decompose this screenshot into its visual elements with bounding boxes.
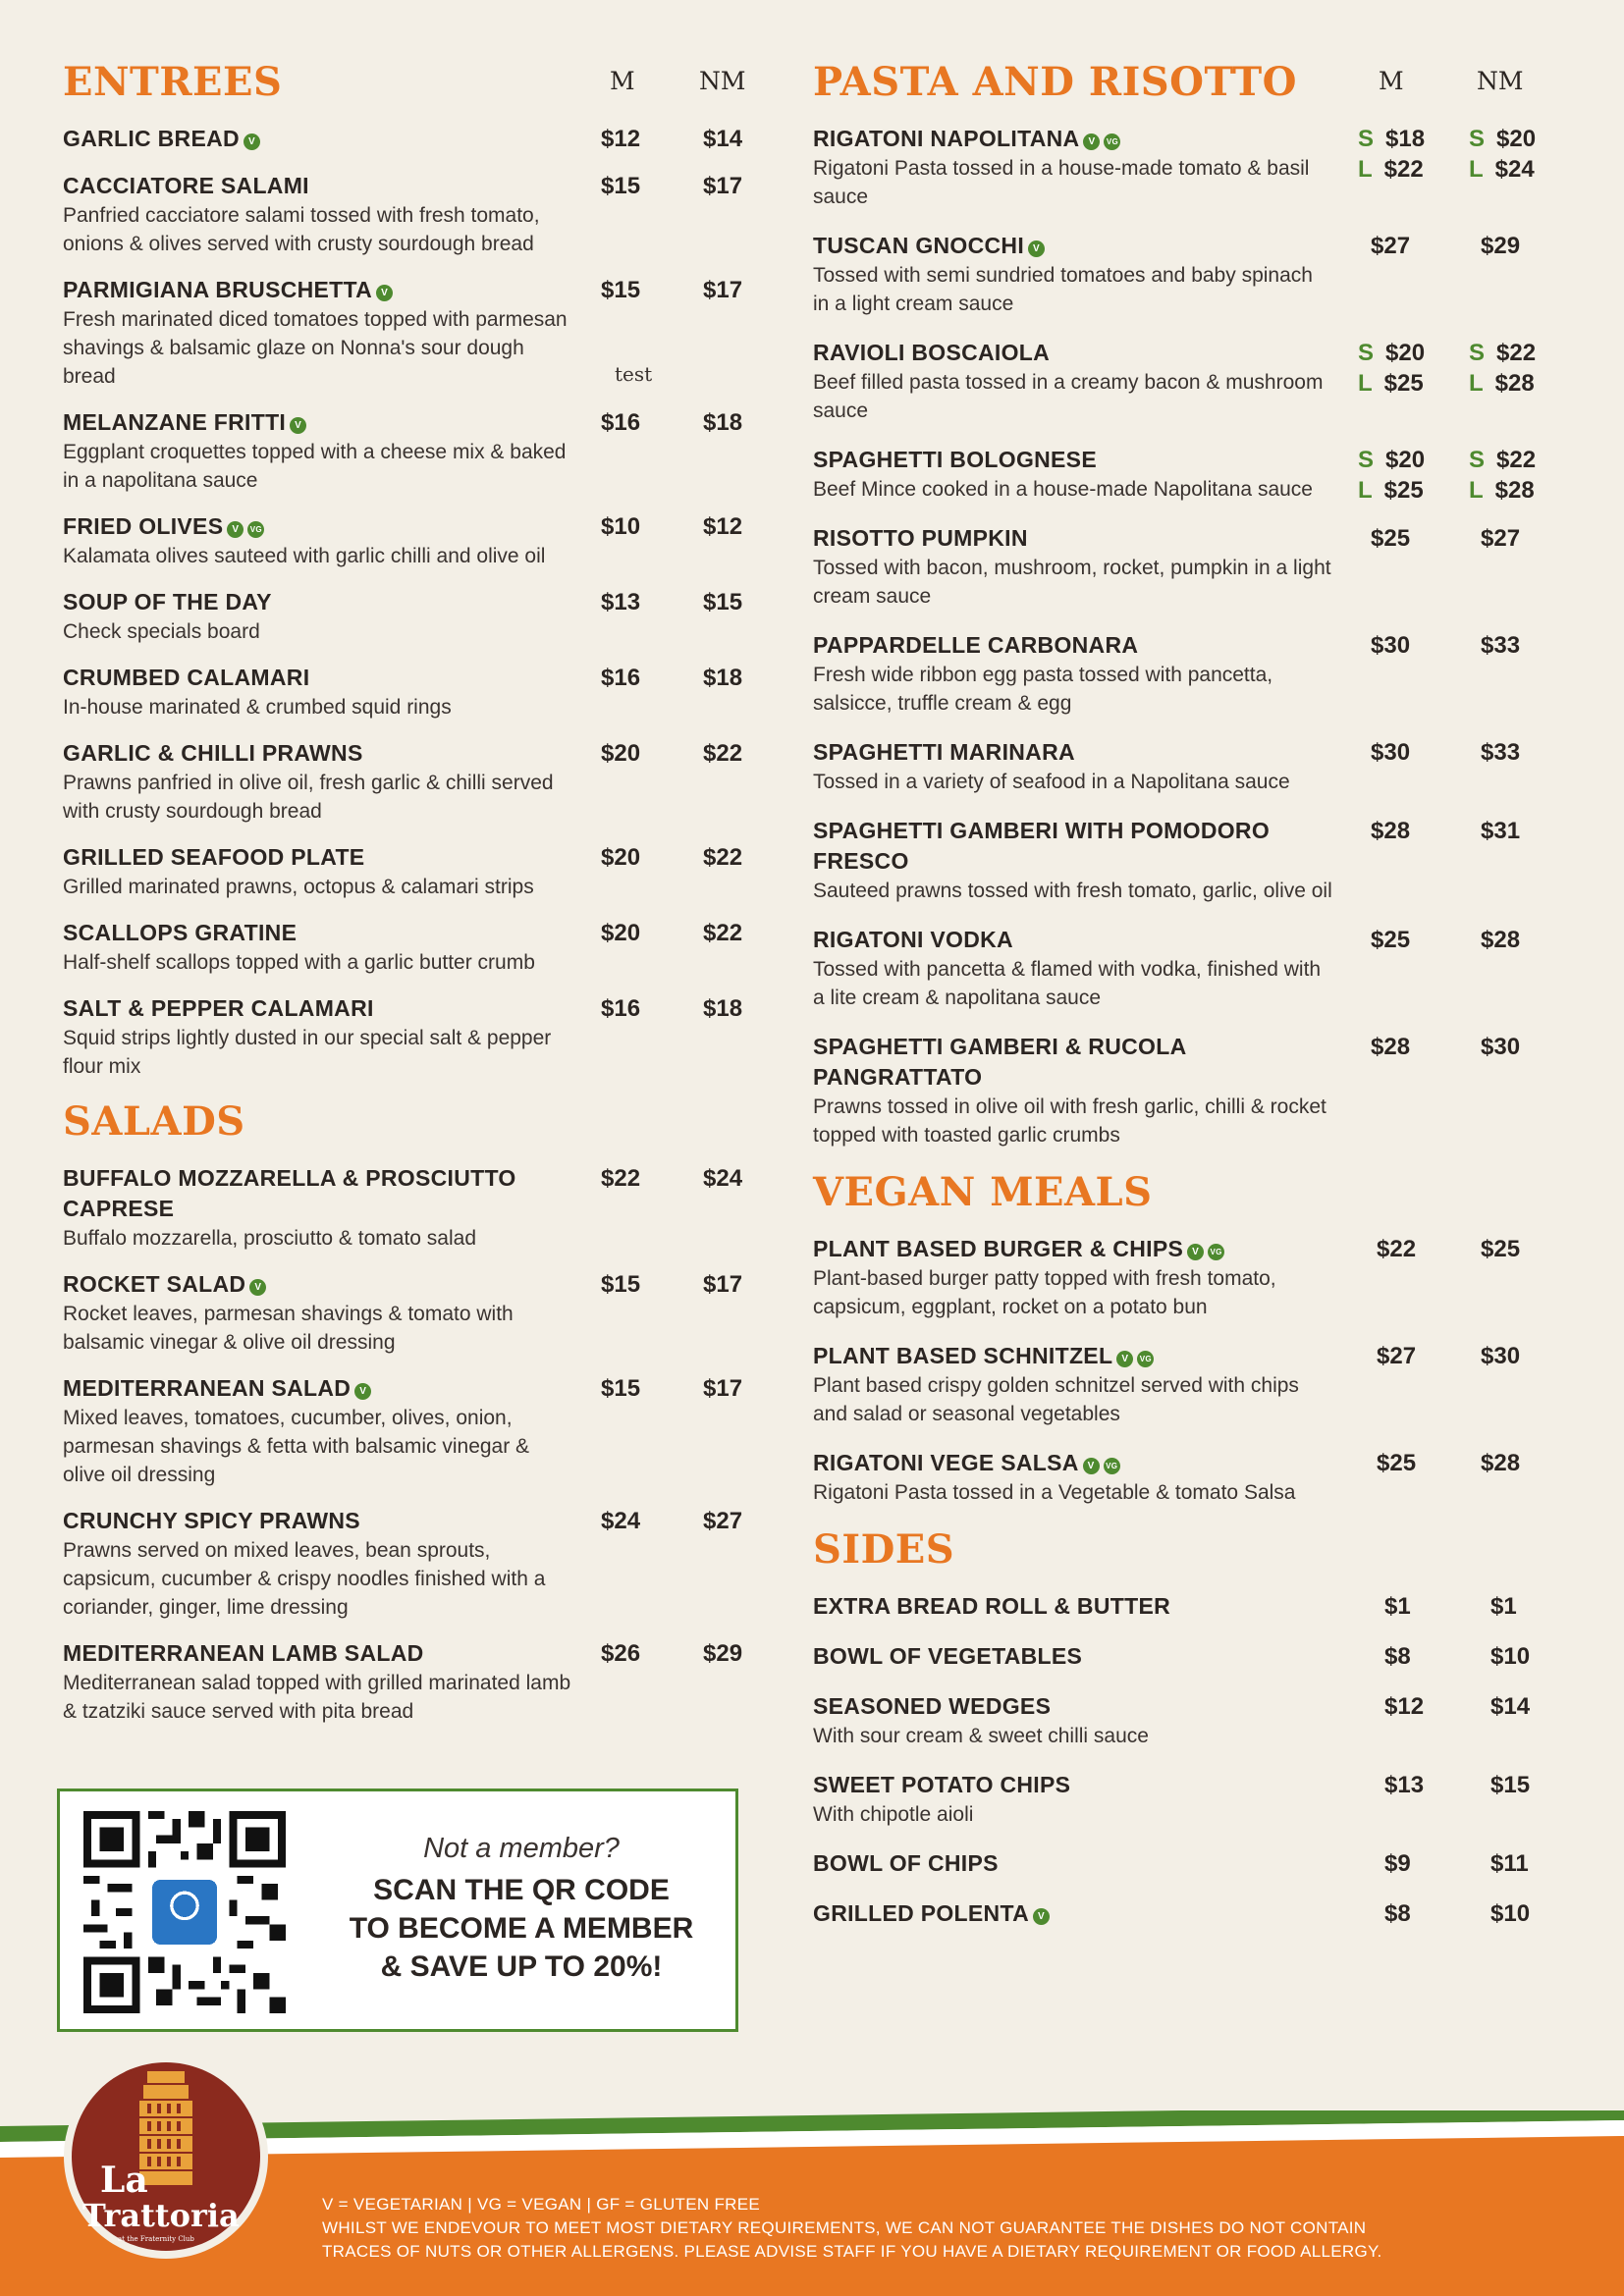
member-price: $30 xyxy=(1371,632,1411,659)
non-member-price: $28 xyxy=(1481,1450,1521,1476)
item-name xyxy=(813,338,1333,368)
non-member-price: $31 xyxy=(1481,818,1521,844)
vegetarian-badge: V xyxy=(249,1279,266,1296)
item-name-text: SOUP OF THE DAY xyxy=(63,589,272,614)
item-name-text: RIGATONI VODKA xyxy=(813,927,1013,952)
non-member-price-small: $20 xyxy=(1496,126,1537,152)
item-name xyxy=(63,275,573,305)
menu-item xyxy=(63,738,750,826)
non-member-price: $22 xyxy=(703,740,743,767)
non-member-price: $27 xyxy=(703,1508,743,1534)
item-name xyxy=(813,816,1333,877)
member-price: $16 xyxy=(601,409,641,436)
item-name-text: MELANZANE FRITTI xyxy=(63,409,287,435)
test-note: test xyxy=(615,362,653,386)
non-member-price-small-row xyxy=(1469,445,1536,475)
entrees-header xyxy=(63,59,750,120)
item-description: Beef Mince cooked in a house-made Napolitana sauce xyxy=(813,478,1313,501)
logo-trattoria: Trattoria xyxy=(82,2197,240,2234)
member-price: $8 xyxy=(1384,1643,1411,1670)
member-price: $1 xyxy=(1384,1593,1411,1620)
size-small-label: S xyxy=(1358,447,1375,473)
item-description: In-house marinated & crumbed squid rings xyxy=(63,696,452,719)
item-description: Squid strips lightly dusted in our special salt & pepper flour mix xyxy=(63,1027,552,1078)
member-price: $28 xyxy=(1371,818,1411,844)
item-name xyxy=(63,663,573,693)
item-description: Check specials board xyxy=(63,620,260,643)
non-member-price-sizes xyxy=(1469,338,1536,399)
member-price: $8 xyxy=(1384,1900,1411,1927)
non-member-price-large-row xyxy=(1469,368,1536,399)
item-name-text: BOWL OF CHIPS xyxy=(813,1850,999,1876)
item-name-text: CRUMBED CALAMARI xyxy=(63,665,310,690)
item-name-text: TUSCAN GNOCCHI xyxy=(813,233,1025,258)
size-small-label: S xyxy=(1358,126,1375,152)
non-member-price-sizes xyxy=(1469,445,1536,506)
menu-item xyxy=(63,1373,750,1489)
member-price: $12 xyxy=(601,126,641,152)
member-price: $25 xyxy=(1371,525,1411,552)
non-member-price: $24 xyxy=(703,1165,743,1192)
non-member-price: $27 xyxy=(1481,525,1521,552)
non-member-price: $17 xyxy=(703,1271,743,1298)
menu-item xyxy=(813,445,1559,504)
member-price-sizes xyxy=(1358,445,1425,506)
vegan-badge: VG xyxy=(247,521,264,538)
non-member-price-sizes xyxy=(1469,124,1536,185)
right-column xyxy=(813,59,1559,1949)
non-member-price: $22 xyxy=(703,920,743,946)
member-price: $28 xyxy=(1371,1034,1411,1060)
pasta-header xyxy=(813,59,1559,120)
item-name xyxy=(813,1848,1333,1879)
non-member-price: $17 xyxy=(703,1375,743,1402)
non-member-price-large: $28 xyxy=(1494,370,1535,397)
non-member-price: $17 xyxy=(703,277,743,303)
item-name-text: PLANT BASED SCHNITZEL xyxy=(813,1343,1113,1368)
pasta-list xyxy=(813,124,1559,1149)
item-description: Panfried cacciatore salami tossed with fresh tomato, onions & olives served with crusty sourdough bread xyxy=(63,204,540,255)
menu-item xyxy=(63,124,750,154)
non-member-price-large-row xyxy=(1469,475,1536,506)
item-name xyxy=(813,124,1333,154)
item-name-text: PLANT BASED BURGER & CHIPS xyxy=(813,1236,1184,1261)
item-description: Prawns panfried in olive oil, fresh garlic & chilli served with crusty sourdough bread xyxy=(63,772,554,823)
menu-item xyxy=(63,407,750,495)
menu-item xyxy=(813,231,1559,318)
vegan-badge: VG xyxy=(1104,1458,1120,1474)
membership-promo xyxy=(57,1789,738,2032)
item-name xyxy=(813,925,1333,955)
promo-question: Not a member? xyxy=(423,1833,620,1864)
member-price: $12 xyxy=(1384,1693,1425,1720)
member-price: $15 xyxy=(601,173,641,199)
item-name-text: SEASONED WEDGES xyxy=(813,1693,1052,1719)
item-description: Tossed with semi sundried tomatoes and baby spinach in a light cream sauce xyxy=(813,264,1313,315)
non-member-price: $14 xyxy=(1490,1693,1531,1720)
vegetarian-badge: V xyxy=(227,521,244,538)
size-small-label: S xyxy=(1358,340,1375,366)
non-member-price-header: NM xyxy=(1477,67,1524,95)
item-name xyxy=(63,918,573,948)
vegetarian-badge: V xyxy=(244,133,260,150)
item-name xyxy=(63,1638,573,1669)
member-price-small: $20 xyxy=(1385,340,1426,366)
salads-header xyxy=(63,1098,750,1159)
item-description: With sour cream & sweet chilli sauce xyxy=(813,1725,1149,1747)
item-name xyxy=(63,1506,573,1536)
item-name xyxy=(63,1373,573,1404)
member-price: $15 xyxy=(601,277,641,303)
item-name xyxy=(813,1591,1333,1622)
member-price-large: $25 xyxy=(1383,477,1424,504)
member-price-large: $25 xyxy=(1383,370,1424,397)
menu-item xyxy=(813,1032,1559,1149)
item-description: Plant-based burger patty topped with fresh tomato, capsicum, eggplant, rocket on a potato bun xyxy=(813,1267,1276,1318)
item-name xyxy=(63,511,573,542)
item-name xyxy=(63,407,573,438)
item-name xyxy=(63,587,573,617)
vegetarian-badge: V xyxy=(376,285,393,301)
vegetarian-badge: V xyxy=(1116,1351,1133,1367)
item-name-text: CRUNCHY SPICY PRAWNS xyxy=(63,1508,360,1533)
menu-item xyxy=(63,663,750,721)
vegan-header xyxy=(813,1169,1559,1230)
menu-item xyxy=(63,275,750,391)
member-price-small-row xyxy=(1358,445,1425,475)
non-member-price: $15 xyxy=(703,589,743,615)
item-name xyxy=(63,738,573,769)
member-price: $27 xyxy=(1371,233,1411,259)
size-large-label: L xyxy=(1469,477,1484,504)
menu-item xyxy=(813,1591,1559,1622)
menu-item xyxy=(63,171,750,258)
size-large-label: L xyxy=(1358,370,1373,397)
non-member-price-small-row xyxy=(1469,338,1536,368)
menu-item xyxy=(813,1448,1559,1507)
item-name xyxy=(813,1691,1333,1722)
member-price: $13 xyxy=(601,589,641,615)
item-name-text: SPAGHETTI BOLOGNESE xyxy=(813,447,1097,472)
item-name xyxy=(63,124,573,154)
item-name xyxy=(813,445,1333,475)
menu-item xyxy=(813,630,1559,718)
item-name-text: GARLIC BREAD xyxy=(63,126,240,151)
size-large-label: L xyxy=(1469,156,1484,183)
item-name xyxy=(813,737,1333,768)
item-description: Beef filled pasta tossed in a creamy bacon & mushroom sauce xyxy=(813,371,1324,422)
member-price: $24 xyxy=(601,1508,641,1534)
item-description: Mediterranean salad topped with grilled marinated lamb & tzatziki sauce served with pita bread xyxy=(63,1672,571,1723)
vegan-title: VEGAN MEALS xyxy=(813,1169,1153,1215)
menu-item xyxy=(813,523,1559,611)
item-name-text: SWEET POTATO CHIPS xyxy=(813,1772,1071,1797)
item-description: Tossed with pancetta & flamed with vodka, finished with a lite cream & napolitana sauce xyxy=(813,958,1322,1009)
item-description: Rocket leaves, parmesan shavings & tomato with balsamic vinegar & olive oil dressing xyxy=(63,1303,514,1354)
item-description: Fresh marinated diced tomatoes topped with parmesan shavings & balsamic glaze on Nonna's sour dough bread xyxy=(63,308,568,388)
non-member-price: $15 xyxy=(1490,1772,1531,1798)
menu-item xyxy=(63,1506,750,1622)
non-member-price: $33 xyxy=(1481,739,1521,766)
dietary-legend: V = VEGETARIAN | VG = VEGAN | GF = GLUTEN FREE xyxy=(322,2195,761,2214)
qr-code[interactable] xyxy=(83,1811,286,2013)
item-name xyxy=(813,523,1333,554)
member-price: $13 xyxy=(1384,1772,1425,1798)
menu-item xyxy=(63,1638,750,1726)
menu-item xyxy=(63,1269,750,1357)
menu-item xyxy=(813,925,1559,1012)
non-member-price: $29 xyxy=(1481,233,1521,259)
menu-item xyxy=(63,993,750,1081)
menu-item xyxy=(813,338,1559,425)
item-name-text: SPAGHETTI GAMBERI & RUCOLA PANGRATTATO xyxy=(813,1034,1186,1090)
vegan-list xyxy=(813,1234,1559,1507)
member-price-small: $20 xyxy=(1385,447,1426,473)
non-member-price: $28 xyxy=(1481,927,1521,953)
logo-la: La xyxy=(100,2160,148,2201)
vegetarian-badge: V xyxy=(354,1383,371,1400)
item-description: Kalamata olives sauteed with garlic chilli and olive oil xyxy=(63,545,546,567)
member-price-large: $22 xyxy=(1383,156,1424,183)
item-name xyxy=(813,1448,1333,1478)
size-large-label: L xyxy=(1358,477,1373,504)
item-description: Tossed in a variety of seafood in a Napolitana sauce xyxy=(813,771,1290,793)
item-name xyxy=(63,171,573,201)
item-name-text: BOWL OF VEGETABLES xyxy=(813,1643,1083,1669)
item-name-text: RISOTTO PUMPKIN xyxy=(813,525,1028,551)
non-member-price-header: NM xyxy=(699,67,746,95)
item-name-text: MEDITERRANEAN SALAD xyxy=(63,1375,352,1401)
size-small-label: S xyxy=(1469,447,1486,473)
item-name xyxy=(813,1341,1333,1371)
item-description: Half-shelf scallops topped with a garlic butter crumb xyxy=(63,951,535,974)
non-member-price: $30 xyxy=(1481,1343,1521,1369)
item-name xyxy=(63,993,573,1024)
member-price: $22 xyxy=(601,1165,641,1192)
item-name-text: SCALLOPS GRATINE xyxy=(63,920,298,945)
vegan-badge: VG xyxy=(1104,133,1120,150)
menu-item xyxy=(63,918,750,977)
non-member-price: $22 xyxy=(703,844,743,871)
item-name xyxy=(813,1234,1333,1264)
menu-item xyxy=(813,1234,1559,1321)
item-description: Tossed with bacon, mushroom, rocket, pumpkin in a light cream sauce xyxy=(813,557,1331,608)
member-price-large-row xyxy=(1358,475,1425,506)
salads-list xyxy=(63,1163,750,1726)
non-member-price-large: $24 xyxy=(1494,156,1535,183)
non-member-price: $29 xyxy=(703,1640,743,1667)
non-member-price: $12 xyxy=(703,513,743,540)
pasta-title: PASTA AND RISOTTO xyxy=(813,59,1297,105)
non-member-price: $10 xyxy=(1490,1643,1531,1670)
member-price: $20 xyxy=(601,740,641,767)
item-name-text: PAPPARDELLE CARBONARA xyxy=(813,632,1139,658)
entrees-list xyxy=(63,124,750,1081)
member-price: $26 xyxy=(601,1640,641,1667)
non-member-price: $1 xyxy=(1490,1593,1517,1620)
vegetarian-badge: V xyxy=(1033,1908,1050,1925)
item-name-text: GRILLED POLENTA xyxy=(813,1900,1030,1926)
item-description: Rigatoni Pasta tossed in a Vegetable & tomato Salsa xyxy=(813,1481,1296,1504)
vegan-badge: VG xyxy=(1137,1351,1154,1367)
menu-item xyxy=(63,1163,750,1253)
item-name-text: ROCKET SALAD xyxy=(63,1271,246,1297)
vegan-badge: VG xyxy=(1208,1244,1224,1260)
allergen-notice-line-2: TRACES OF NUTS OR OTHER ALLERGENS. PLEASE ADVISE STAFF IF YOU HAVE A DIETARY REQUIREMENT OR FOOD ALLERGY. xyxy=(322,2242,1382,2261)
la-trattoria-logo xyxy=(61,2052,271,2262)
item-name-text: RIGATONI VEGE SALSA xyxy=(813,1450,1079,1475)
item-name-text: MEDITERRANEAN LAMB SALAD xyxy=(63,1640,424,1666)
item-description: With chipotle aioli xyxy=(813,1803,974,1826)
item-description: Sauteed prawns tossed with fresh tomato, garlic, olive oil xyxy=(813,880,1332,902)
vegetarian-badge: V xyxy=(290,417,306,434)
item-description: Buffalo mozzarella, prosciutto & tomato salad xyxy=(63,1227,476,1250)
non-member-price: $11 xyxy=(1490,1850,1529,1877)
member-price: $25 xyxy=(1377,1450,1417,1476)
size-small-label: S xyxy=(1469,340,1486,366)
non-member-price: $33 xyxy=(1481,632,1521,659)
non-member-price: $10 xyxy=(1490,1900,1531,1927)
menu-item xyxy=(813,124,1559,211)
vegetarian-badge: V xyxy=(1028,240,1045,257)
non-member-price: $25 xyxy=(1481,1236,1521,1262)
item-name-text: FRIED OLIVES xyxy=(63,513,224,539)
non-member-price-small: $22 xyxy=(1496,340,1537,366)
member-price-large-row xyxy=(1358,154,1425,185)
item-name xyxy=(813,1032,1333,1093)
member-price: $27 xyxy=(1377,1343,1417,1369)
member-price-small: $18 xyxy=(1385,126,1426,152)
item-name-text: BUFFALO MOZZARELLA & PROSCIUTTO CAPRESE xyxy=(63,1165,516,1221)
vegetarian-badge: V xyxy=(1083,1458,1100,1474)
item-description: Prawns tossed in olive oil with fresh garlic, chilli & rocket topped with toasted garlic crumbs xyxy=(813,1095,1326,1147)
vegetarian-badge: V xyxy=(1187,1244,1204,1260)
member-price: $30 xyxy=(1371,739,1411,766)
menu-item xyxy=(813,1641,1559,1672)
salads-title: SALADS xyxy=(63,1098,245,1145)
menu-item xyxy=(813,1898,1559,1929)
item-description: Prawns served on mixed leaves, bean sprouts, capsicum, cucumber & crispy noodles finished with a coriander, ginger, lime dressing xyxy=(63,1539,546,1619)
non-member-price-small: $22 xyxy=(1496,447,1537,473)
member-price-header: M xyxy=(1379,67,1404,95)
member-price: $25 xyxy=(1371,927,1411,953)
menu-item xyxy=(813,1341,1559,1428)
sides-list xyxy=(813,1591,1559,1929)
non-member-price-large-row xyxy=(1469,154,1536,185)
member-price: $16 xyxy=(601,665,641,691)
item-description: Plant based crispy golden schnitzel served with chips and salad or seasonal vegetables xyxy=(813,1374,1299,1425)
sides-header xyxy=(813,1526,1559,1587)
menu-item xyxy=(813,1770,1559,1829)
item-name-text: SPAGHETTI MARINARA xyxy=(813,739,1075,765)
non-member-price: $18 xyxy=(703,409,743,436)
member-price-small-row xyxy=(1358,338,1425,368)
member-price: $22 xyxy=(1377,1236,1417,1262)
item-name xyxy=(63,1269,573,1300)
item-name-text: RIGATONI NAPOLITANA xyxy=(813,126,1080,151)
entrees-title: ENTREES xyxy=(63,59,283,105)
member-price: $9 xyxy=(1384,1850,1411,1877)
item-name xyxy=(813,1770,1333,1800)
item-name-text: PARMIGIANA BRUSCHETTA xyxy=(63,277,373,302)
non-member-price-large: $28 xyxy=(1494,477,1535,504)
non-member-price-small-row xyxy=(1469,124,1536,154)
item-description: Rigatoni Pasta tossed in a house-made tomato & basil sauce xyxy=(813,157,1310,208)
size-large-label: L xyxy=(1469,370,1484,397)
left-column xyxy=(63,59,750,1742)
size-large-label: L xyxy=(1358,156,1373,183)
item-name-text: EXTRA BREAD ROLL & BUTTER xyxy=(813,1593,1170,1619)
item-description: Grilled marinated prawns, octopus & calamari strips xyxy=(63,876,534,898)
menu-item xyxy=(63,511,750,570)
non-member-price: $18 xyxy=(703,995,743,1022)
member-price: $20 xyxy=(601,920,641,946)
non-member-price: $17 xyxy=(703,173,743,199)
member-price-large-row xyxy=(1358,368,1425,399)
item-name-text: SPAGHETTI GAMBERI WITH POMODORO FRESCO xyxy=(813,818,1271,874)
logo-tagline: at the Fraternity Club xyxy=(118,2235,194,2243)
member-price: $15 xyxy=(601,1271,641,1298)
vegetarian-badge: V xyxy=(1083,133,1100,150)
menu-item xyxy=(63,842,750,901)
menu-item xyxy=(63,587,750,646)
item-name xyxy=(813,1641,1333,1672)
item-name xyxy=(813,231,1333,261)
member-price: $15 xyxy=(601,1375,641,1402)
menu-item xyxy=(813,1848,1559,1879)
non-member-price: $18 xyxy=(703,665,743,691)
item-description: Fresh wide ribbon egg pasta tossed with pancetta, salsicce, truffle cream & egg xyxy=(813,664,1273,715)
non-member-price: $14 xyxy=(703,126,743,152)
item-name-text: GARLIC & CHILLI PRAWNS xyxy=(63,740,363,766)
member-price: $10 xyxy=(601,513,641,540)
promo-cta-line-2: TO BECOME A MEMBER xyxy=(349,1912,694,1945)
item-name-text: CACCIATORE SALAMI xyxy=(63,173,309,198)
member-price-sizes xyxy=(1358,124,1425,185)
non-member-price: $30 xyxy=(1481,1034,1521,1060)
item-name-text: RAVIOLI BOSCAIOLA xyxy=(813,340,1051,365)
size-small-label: S xyxy=(1469,126,1486,152)
member-price: $20 xyxy=(601,844,641,871)
member-price-header: M xyxy=(610,67,635,95)
item-name xyxy=(813,630,1333,661)
promo-text xyxy=(325,1833,718,1986)
item-description: Mixed leaves, tomatoes, cucumber, olives, onion, parmesan shavings & fetta with balsamic vinegar & olive oil dressing xyxy=(63,1407,530,1486)
promo-cta-line-3: & SAVE UP TO 20%! xyxy=(380,1950,663,1983)
item-name xyxy=(63,842,573,873)
item-name-text: GRILLED SEAFOOD PLATE xyxy=(63,844,365,870)
sides-title: SIDES xyxy=(813,1526,955,1573)
item-name xyxy=(63,1163,573,1224)
menu-item xyxy=(813,737,1559,796)
item-description: Eggplant croquettes topped with a cheese mix & baked in a napolitana sauce xyxy=(63,441,567,492)
allergen-notice-line-1: WHILST WE ENDEVOUR TO MEET MOST DIETARY REQUIREMENTS, WE CAN NOT GUARANTEE THE DISHES DO NOT CONTAIN xyxy=(322,2218,1367,2237)
member-price-sizes xyxy=(1358,338,1425,399)
item-name xyxy=(813,1898,1333,1929)
member-price: $16 xyxy=(601,995,641,1022)
menu-item xyxy=(813,1691,1559,1750)
member-price-small-row xyxy=(1358,124,1425,154)
menu-item xyxy=(813,816,1559,905)
item-name-text: SALT & PEPPER CALAMARI xyxy=(63,995,374,1021)
promo-cta-line-1: SCAN THE QR CODE xyxy=(373,1874,670,1906)
